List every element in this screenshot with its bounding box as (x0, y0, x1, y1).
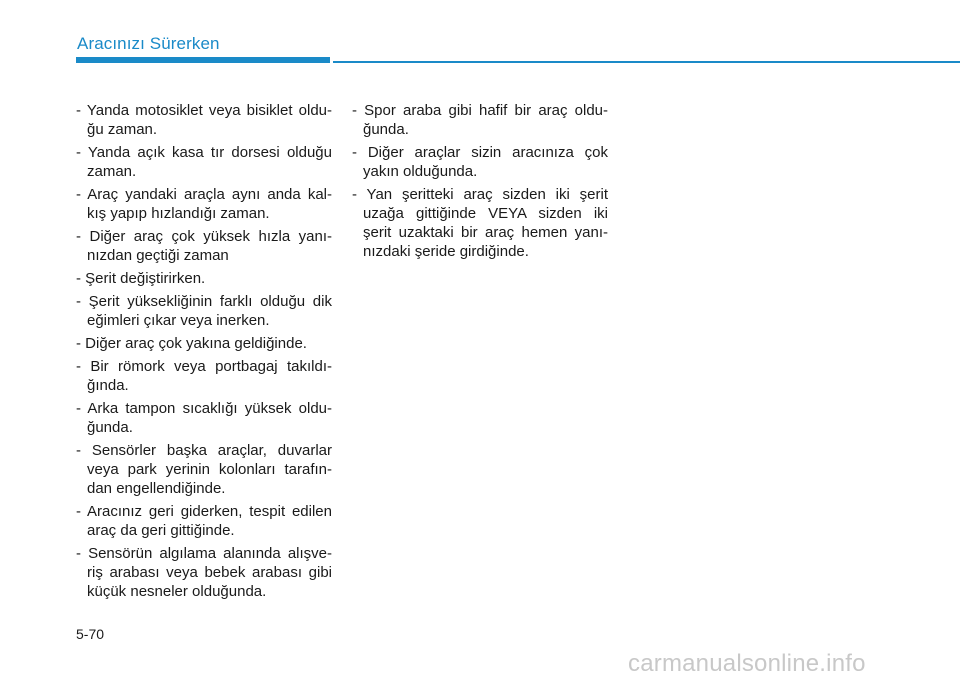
list-item: - Araç yandaki araçla aynı anda kal-kış yapıp hızlandığı zaman. (76, 186, 332, 222)
list-item: - Diğer araç çok yüksek hızla yanı-nızdan geçtiği zaman (76, 228, 332, 264)
left-column-list (76, 101, 332, 605)
section-title: Aracınızı Sürerken (77, 34, 220, 53)
list-item: - Sensörün algılama alanında alışve-riş arabası veya bebek arabası gibi küçük nesneler olduğunda. (76, 545, 332, 600)
header-rule-line (333, 61, 960, 63)
watermark: carmanualsonline.info (628, 650, 866, 677)
right-column-list (352, 101, 608, 265)
list-item: - Spor araba gibi hafif bir araç oldu-ğunda. (352, 102, 608, 138)
list-item: - Diğer araçlar sizin aracınıza çok yakın olduğunda. (352, 144, 608, 180)
list-item: - Bir römork veya portbagaj takıldı-ğında. (76, 358, 332, 394)
list-item: - Sensörler başka araçlar, duvarlar veya park yerinin kolonları tarafın-dan engellendiğinde. (76, 442, 332, 497)
list-item: - Diğer araç çok yakına geldiğinde. (76, 335, 307, 352)
list-item: - Yanda açık kasa tır dorsesi olduğu zaman. (76, 144, 332, 180)
page-number: 5-70 (76, 626, 105, 642)
list-item: - Yan şeritteki araç sizden iki şerit uzağa gittiğinde VEYA sizden iki şerit uzaktaki bir araç hemen yanı-nızdaki şeride girdiğinde. (352, 186, 608, 260)
list-item: - Şerit yüksekliğinin farklı olduğu dik eğimleri çıkar veya inerken. (76, 293, 332, 329)
list-item: - Şerit değiştirirken. (76, 270, 206, 287)
list-item: - Aracınız geri giderken, tespit edilen araç da geri gittiğinde. (76, 503, 332, 539)
header-rule-accent (76, 57, 330, 63)
list-item: - Yanda motosiklet veya bisiklet oldu-ğu zaman. (76, 102, 332, 138)
list-item: - Arka tampon sıcaklığı yüksek oldu-ğunda. (76, 400, 332, 436)
